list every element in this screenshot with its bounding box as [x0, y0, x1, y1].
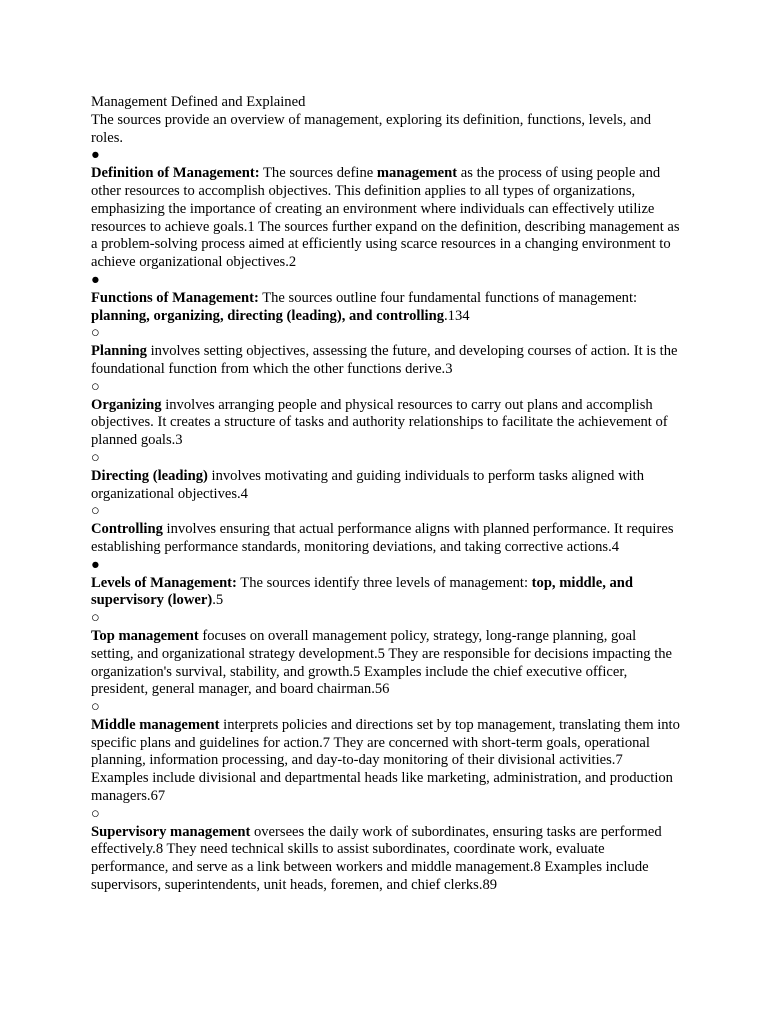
levels-paragraph: Levels of Management: The sources identify three levels of management: top, middle, and supervisory (lower).5 [91, 574, 634, 609]
functions-paragraph: Functions of Management: The sources outline four fundamental functions of management: planning, organizing, directing (leading), and controlling.134 [91, 289, 638, 324]
filled-bullet: ● [91, 147, 100, 164]
hollow-bullet: ○ [91, 449, 100, 466]
definition-heading: Definition of Management: [91, 165, 260, 182]
function-item-organizing: Organizing involves arranging people and physical resources to carry out plans and accomplish objectives. It creates a structure of tasks and authority relationships to facilitate the achievement of planned goals.3 [91, 396, 668, 449]
definition-paragraph: Definition of Management: The sources define management as the process of using people and other resources to accomplish objectives. This definition applies to all types of organizations, emphasizing the importance of creating an environment where individuals can effectively utilize resources to achieve goals.1 The sources further expand on the definition, describing management as a problem-solving process aimed at efficiently using scarce resources in a changing environment to achieve organizational objectives.2 [91, 165, 680, 271]
document-body [91, 94, 681, 895]
functions-heading: Functions of Management: [91, 289, 259, 306]
filled-bullet: ● [91, 271, 100, 288]
hollow-bullet: ○ [91, 378, 100, 395]
hollow-bullet: ○ [91, 503, 100, 520]
levels-heading: Levels of Management: [91, 574, 237, 591]
function-item-directing: Directing (leading) involves motivating and guiding individuals to perform tasks aligned with organizational objectives.4 [91, 467, 645, 502]
intro-paragraph: The sources provide an overview of management, exploring its definition, functions, levels, and roles. [91, 111, 652, 146]
hollow-bullet: ○ [91, 610, 100, 627]
levels-list: top, middle, and supervisory (lower) [91, 574, 634, 609]
hollow-bullet: ○ [91, 699, 100, 716]
level-item-supervisory: Supervisory management oversees the daily work of subordinates, ensuring tasks are performed effectively.8 They need technical skills to assist subordinates, coordinate work, evaluate performance, and serve as a link between workers and middle management.8 Examples include supervisors, superintendents, unit heads, foremen, and chief clerks.89 [91, 823, 662, 894]
hollow-bullet: ○ [91, 805, 100, 822]
functions-list: planning, organizing, directing (leading), and controlling [91, 307, 445, 324]
definition-term: management [376, 165, 458, 182]
function-item-planning: Planning involves setting objectives, assessing the future, and developing courses of action. It is the foundational function from which the other functions derive.3 [91, 343, 678, 377]
filled-bullet: ● [91, 556, 100, 573]
document-title: Management Defined and Explained [91, 94, 306, 110]
level-item-top: Top management focuses on overall management policy, strategy, long-range planning, goal setting, and organizational strategy development.5 They are responsible for decisions impacting the organization's survival, stability, and growth.5 Examples include the chief executive officer, president, general manager, and board chairman.56 [91, 627, 673, 698]
hollow-bullet: ○ [91, 325, 100, 342]
function-item-controlling: Controlling involves ensuring that actual performance aligns with planned performance. It requires establishing performance standards, monitoring deviations, and taking corrective actions.4 [91, 521, 674, 555]
level-item-middle: Middle management interprets policies and directions set by top management, translating them into specific plans and guidelines for action.7 They are concerned with short-term goals, operational planning, information processing, and day-to-day monitoring of their divisional activities.7 Examples include divisional and departmental heads like marketing, administration, and production managers.67 [91, 716, 680, 805]
